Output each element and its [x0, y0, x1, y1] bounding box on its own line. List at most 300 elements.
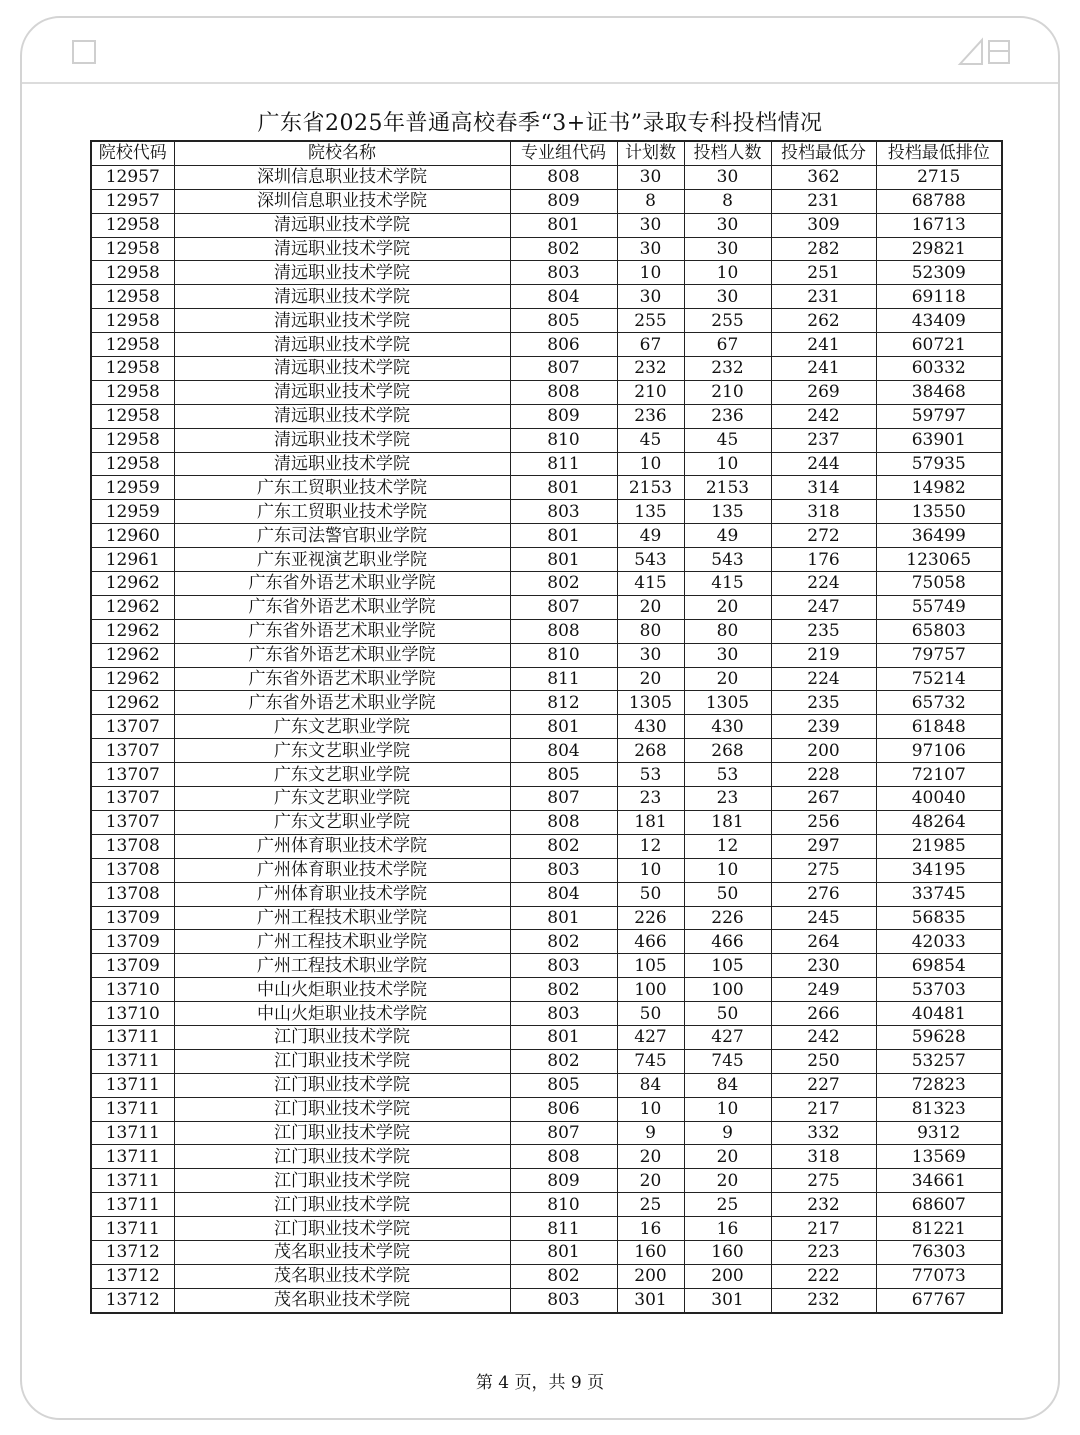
min-rank-cell: 33745 [876, 882, 1002, 906]
school-name-cell: 广东省外语艺术职业学院 [174, 643, 510, 667]
school-name-cell: 江门职业技术学院 [174, 1217, 510, 1241]
min-score-cell: 250 [771, 1049, 876, 1073]
plan-count-cell: 20 [617, 1169, 684, 1193]
plan-count-cell: 23 [617, 787, 684, 811]
min-score-cell: 241 [771, 333, 876, 357]
plan-count-cell: 105 [617, 954, 684, 978]
plan-count-cell: 2153 [617, 476, 684, 500]
min-rank-cell: 75214 [876, 667, 1002, 691]
group-code-cell: 810 [510, 428, 617, 452]
min-rank-cell: 65732 [876, 691, 1002, 715]
min-rank-cell: 72823 [876, 1073, 1002, 1097]
admitted-count-cell: 25 [684, 1193, 771, 1217]
page-number: 第 4 页，共 9 页 [475, 1373, 605, 1393]
min-score-cell: 223 [771, 1240, 876, 1264]
table-row [91, 834, 1002, 858]
admitted-count-cell: 181 [684, 810, 771, 834]
school-code-cell: 12958 [91, 452, 174, 476]
min-score-cell: 217 [771, 1217, 876, 1241]
school-name-cell: 江门职业技术学院 [174, 1025, 510, 1049]
admitted-count-cell: 49 [684, 524, 771, 548]
header-group-code: 专业组代码 [510, 141, 617, 165]
admitted-count-cell: 466 [684, 930, 771, 954]
group-code-cell: 811 [510, 452, 617, 476]
table-row [91, 1097, 1002, 1121]
min-rank-cell: 77073 [876, 1264, 1002, 1288]
min-score-cell: 275 [771, 1169, 876, 1193]
school-code-cell: 13712 [91, 1288, 174, 1312]
group-code-cell: 803 [510, 1288, 617, 1312]
plan-count-cell: 25 [617, 1193, 684, 1217]
admitted-count-cell: 23 [684, 787, 771, 811]
table-row [91, 978, 1002, 1002]
admitted-count-cell: 80 [684, 619, 771, 643]
group-code-cell: 810 [510, 643, 617, 667]
admitted-count-cell: 50 [684, 882, 771, 906]
admitted-count-cell: 200 [684, 1264, 771, 1288]
group-code-cell: 801 [510, 906, 617, 930]
min-rank-cell: 69854 [876, 954, 1002, 978]
group-code-cell: 801 [510, 476, 617, 500]
school-name-cell: 清远职业技术学院 [174, 380, 510, 404]
group-code-cell: 804 [510, 285, 617, 309]
school-code-cell: 12958 [91, 428, 174, 452]
group-code-cell: 802 [510, 237, 617, 261]
group-code-cell: 809 [510, 404, 617, 428]
school-name-cell: 广东省外语艺术职业学院 [174, 572, 510, 596]
school-code-cell: 12958 [91, 333, 174, 357]
min-score-cell: 309 [771, 213, 876, 237]
table-row [91, 763, 1002, 787]
min-rank-cell: 29821 [876, 237, 1002, 261]
header-plan-count: 计划数 [617, 141, 684, 165]
school-code-cell: 12958 [91, 213, 174, 237]
plan-count-cell: 415 [617, 572, 684, 596]
school-code-cell: 12958 [91, 309, 174, 333]
table-row [91, 476, 1002, 500]
school-code-cell: 13708 [91, 834, 174, 858]
table-row [91, 1145, 1002, 1169]
min-score-cell: 235 [771, 691, 876, 715]
school-code-cell: 13711 [91, 1049, 174, 1073]
group-code-cell: 801 [510, 213, 617, 237]
school-name-cell: 广州体育职业技术学院 [174, 882, 510, 906]
table-row [91, 261, 1002, 285]
school-code-cell: 13707 [91, 715, 174, 739]
min-rank-cell: 38468 [876, 380, 1002, 404]
plan-count-cell: 53 [617, 763, 684, 787]
table-row [91, 357, 1002, 381]
table-row [91, 882, 1002, 906]
group-code-cell: 803 [510, 500, 617, 524]
group-code-cell: 805 [510, 1073, 617, 1097]
school-code-cell: 12959 [91, 476, 174, 500]
viewer-toolbar [22, 18, 1058, 84]
min-rank-cell: 34195 [876, 858, 1002, 882]
group-code-cell: 812 [510, 691, 617, 715]
min-rank-cell: 53257 [876, 1049, 1002, 1073]
plan-count-cell: 20 [617, 1145, 684, 1169]
school-code-cell: 12960 [91, 524, 174, 548]
group-code-cell: 802 [510, 834, 617, 858]
plan-count-cell: 50 [617, 1002, 684, 1026]
school-name-cell: 广东文艺职业学院 [174, 763, 510, 787]
admitted-count-cell: 12 [684, 834, 771, 858]
school-code-cell: 12958 [91, 357, 174, 381]
admitted-count-cell: 10 [684, 452, 771, 476]
school-name-cell: 深圳信息职业技术学院 [174, 165, 510, 189]
school-code-cell: 12962 [91, 572, 174, 596]
school-code-cell: 13708 [91, 882, 174, 906]
group-code-cell: 802 [510, 930, 617, 954]
school-code-cell: 13708 [91, 858, 174, 882]
table-row [91, 380, 1002, 404]
table-row [91, 404, 1002, 428]
min-rank-cell: 63901 [876, 428, 1002, 452]
table-row [91, 1288, 1002, 1312]
plan-count-cell: 20 [617, 667, 684, 691]
admitted-count-cell: 53 [684, 763, 771, 787]
school-name-cell: 江门职业技术学院 [174, 1121, 510, 1145]
school-name-cell: 茂名职业技术学院 [174, 1240, 510, 1264]
school-name-cell: 广州工程技术职业学院 [174, 954, 510, 978]
school-code-cell: 12958 [91, 237, 174, 261]
school-code-cell: 13711 [91, 1217, 174, 1241]
min-rank-cell: 76303 [876, 1240, 1002, 1264]
school-name-cell: 江门职业技术学院 [174, 1097, 510, 1121]
min-rank-cell: 2715 [876, 165, 1002, 189]
plan-count-cell: 9 [617, 1121, 684, 1145]
min-score-cell: 362 [771, 165, 876, 189]
school-code-cell: 13709 [91, 954, 174, 978]
min-score-cell: 275 [771, 858, 876, 882]
plan-count-cell: 466 [617, 930, 684, 954]
school-name-cell: 江门职业技术学院 [174, 1145, 510, 1169]
plan-count-cell: 8 [617, 189, 684, 213]
min-rank-cell: 43409 [876, 309, 1002, 333]
min-rank-cell: 75058 [876, 572, 1002, 596]
group-code-cell: 803 [510, 261, 617, 285]
plan-count-cell: 427 [617, 1025, 684, 1049]
admitted-count-cell: 16 [684, 1217, 771, 1241]
plan-count-cell: 301 [617, 1288, 684, 1312]
header-school-name: 院校名称 [174, 141, 510, 165]
admitted-count-cell: 1305 [684, 691, 771, 715]
group-code-cell: 801 [510, 524, 617, 548]
admitted-count-cell: 2153 [684, 476, 771, 500]
school-name-cell: 广东省外语艺术职业学院 [174, 595, 510, 619]
table-body [91, 165, 1002, 1312]
plan-count-cell: 745 [617, 1049, 684, 1073]
group-code-cell: 802 [510, 1049, 617, 1073]
school-name-cell: 清远职业技术学院 [174, 285, 510, 309]
table-row [91, 1240, 1002, 1264]
table-row [91, 810, 1002, 834]
min-score-cell: 272 [771, 524, 876, 548]
table-row [91, 237, 1002, 261]
school-code-cell: 12958 [91, 261, 174, 285]
plan-count-cell: 10 [617, 452, 684, 476]
school-name-cell: 广东文艺职业学院 [174, 739, 510, 763]
min-rank-cell: 55749 [876, 595, 1002, 619]
table-row [91, 906, 1002, 930]
plan-count-cell: 255 [617, 309, 684, 333]
admitted-count-cell: 9 [684, 1121, 771, 1145]
admitted-count-cell: 160 [684, 1240, 771, 1264]
min-score-cell: 262 [771, 309, 876, 333]
min-rank-cell: 68788 [876, 189, 1002, 213]
min-rank-cell: 14982 [876, 476, 1002, 500]
table-row [91, 739, 1002, 763]
group-code-cell: 807 [510, 1121, 617, 1145]
min-score-cell: 297 [771, 834, 876, 858]
min-score-cell: 228 [771, 763, 876, 787]
group-code-cell: 807 [510, 357, 617, 381]
min-rank-cell: 13569 [876, 1145, 1002, 1169]
min-score-cell: 235 [771, 619, 876, 643]
min-score-cell: 231 [771, 189, 876, 213]
school-name-cell: 中山火炬职业技术学院 [174, 1002, 510, 1026]
admitted-count-cell: 30 [684, 213, 771, 237]
admitted-count-cell: 105 [684, 954, 771, 978]
school-name-cell: 广东文艺职业学院 [174, 787, 510, 811]
min-rank-cell: 42033 [876, 930, 1002, 954]
table-row [91, 1025, 1002, 1049]
table-row [91, 930, 1002, 954]
plan-count-cell: 181 [617, 810, 684, 834]
admitted-count-cell: 50 [684, 1002, 771, 1026]
school-code-cell: 13712 [91, 1240, 174, 1264]
min-score-cell: 200 [771, 739, 876, 763]
plan-count-cell: 1305 [617, 691, 684, 715]
school-name-cell: 江门职业技术学院 [174, 1049, 510, 1073]
school-code-cell: 13710 [91, 978, 174, 1002]
table-row [91, 858, 1002, 882]
group-code-cell: 811 [510, 667, 617, 691]
plan-count-cell: 30 [617, 237, 684, 261]
school-name-cell: 深圳信息职业技术学院 [174, 189, 510, 213]
admitted-count-cell: 10 [684, 261, 771, 285]
admitted-count-cell: 135 [684, 500, 771, 524]
group-code-cell: 809 [510, 1169, 617, 1193]
admitted-count-cell: 210 [684, 380, 771, 404]
table-row [91, 691, 1002, 715]
school-name-cell: 广州体育职业技术学院 [174, 858, 510, 882]
page-box-icon[interactable] [988, 40, 1010, 64]
table-row [91, 1121, 1002, 1145]
school-name-cell: 中山火炬职业技术学院 [174, 978, 510, 1002]
min-rank-cell: 52309 [876, 261, 1002, 285]
group-code-cell: 801 [510, 1025, 617, 1049]
plan-count-cell: 268 [617, 739, 684, 763]
table-row [91, 165, 1002, 189]
group-code-cell: 807 [510, 595, 617, 619]
min-score-cell: 242 [771, 404, 876, 428]
school-name-cell: 清远职业技术学院 [174, 261, 510, 285]
school-name-cell: 广东工贸职业技术学院 [174, 500, 510, 524]
plan-count-cell: 100 [617, 978, 684, 1002]
group-code-cell: 802 [510, 978, 617, 1002]
admitted-count-cell: 100 [684, 978, 771, 1002]
group-code-cell: 802 [510, 572, 617, 596]
plan-count-cell: 50 [617, 882, 684, 906]
school-code-cell: 12962 [91, 643, 174, 667]
school-code-cell: 13709 [91, 930, 174, 954]
min-score-cell: 232 [771, 1288, 876, 1312]
table-row [91, 189, 1002, 213]
group-code-cell: 807 [510, 787, 617, 811]
min-rank-cell: 61848 [876, 715, 1002, 739]
school-code-cell: 13711 [91, 1097, 174, 1121]
group-code-cell: 804 [510, 882, 617, 906]
min-rank-cell: 34661 [876, 1169, 1002, 1193]
school-name-cell: 清远职业技术学院 [174, 452, 510, 476]
min-score-cell: 318 [771, 1145, 876, 1169]
square-icon[interactable] [72, 40, 96, 64]
school-name-cell: 江门职业技术学院 [174, 1193, 510, 1217]
min-score-cell: 232 [771, 1193, 876, 1217]
school-name-cell: 清远职业技术学院 [174, 404, 510, 428]
school-code-cell: 13710 [91, 1002, 174, 1026]
school-name-cell: 江门职业技术学院 [174, 1073, 510, 1097]
admitted-count-cell: 268 [684, 739, 771, 763]
min-score-cell: 256 [771, 810, 876, 834]
plan-count-cell: 30 [617, 165, 684, 189]
table-row [91, 787, 1002, 811]
admitted-count-cell: 543 [684, 548, 771, 572]
school-name-cell: 广东文艺职业学院 [174, 715, 510, 739]
min-score-cell: 224 [771, 667, 876, 691]
table-row [91, 285, 1002, 309]
min-score-cell: 314 [771, 476, 876, 500]
min-rank-cell: 72107 [876, 763, 1002, 787]
min-rank-cell: 40040 [876, 787, 1002, 811]
school-code-cell: 13711 [91, 1169, 174, 1193]
group-code-cell: 806 [510, 333, 617, 357]
min-score-cell: 267 [771, 787, 876, 811]
min-score-cell: 224 [771, 572, 876, 596]
header-admitted-count: 投档人数 [684, 141, 771, 165]
school-name-cell: 茂名职业技术学院 [174, 1264, 510, 1288]
group-code-cell: 811 [510, 1217, 617, 1241]
school-code-cell: 13711 [91, 1145, 174, 1169]
school-name-cell: 清远职业技术学院 [174, 357, 510, 381]
school-code-cell: 12958 [91, 380, 174, 404]
table-row [91, 572, 1002, 596]
school-code-cell: 13711 [91, 1121, 174, 1145]
admitted-count-cell: 301 [684, 1288, 771, 1312]
plan-count-cell: 67 [617, 333, 684, 357]
admitted-count-cell: 20 [684, 595, 771, 619]
admitted-count-cell: 20 [684, 667, 771, 691]
min-rank-cell: 13550 [876, 500, 1002, 524]
plan-count-cell: 12 [617, 834, 684, 858]
table-row [91, 1049, 1002, 1073]
school-name-cell: 清远职业技术学院 [174, 213, 510, 237]
school-code-cell: 12962 [91, 595, 174, 619]
table-row [91, 619, 1002, 643]
min-score-cell: 276 [771, 882, 876, 906]
table-header-row [91, 141, 1002, 165]
min-score-cell: 269 [771, 380, 876, 404]
table-row [91, 1264, 1002, 1288]
school-code-cell: 13711 [91, 1193, 174, 1217]
min-score-cell: 251 [771, 261, 876, 285]
admitted-count-cell: 255 [684, 309, 771, 333]
min-score-cell: 230 [771, 954, 876, 978]
min-score-cell: 217 [771, 1097, 876, 1121]
plan-count-cell: 49 [617, 524, 684, 548]
plan-count-cell: 10 [617, 1097, 684, 1121]
min-rank-cell: 123065 [876, 548, 1002, 572]
min-score-cell: 264 [771, 930, 876, 954]
school-name-cell: 广东文艺职业学院 [174, 810, 510, 834]
min-rank-cell: 60721 [876, 333, 1002, 357]
group-code-cell: 801 [510, 715, 617, 739]
min-score-cell: 219 [771, 643, 876, 667]
min-score-cell: 242 [771, 1025, 876, 1049]
table-row [91, 500, 1002, 524]
school-code-cell: 13709 [91, 906, 174, 930]
group-code-cell: 804 [510, 739, 617, 763]
group-code-cell: 803 [510, 954, 617, 978]
plan-count-cell: 226 [617, 906, 684, 930]
plan-count-cell: 84 [617, 1073, 684, 1097]
admitted-count-cell: 45 [684, 428, 771, 452]
min-score-cell: 241 [771, 357, 876, 381]
plan-count-cell: 80 [617, 619, 684, 643]
school-code-cell: 12959 [91, 500, 174, 524]
group-code-cell: 803 [510, 858, 617, 882]
min-score-cell: 247 [771, 595, 876, 619]
min-rank-cell: 67767 [876, 1288, 1002, 1312]
admitted-count-cell: 427 [684, 1025, 771, 1049]
group-code-cell: 802 [510, 1264, 617, 1288]
table-row [91, 548, 1002, 572]
group-code-cell: 805 [510, 309, 617, 333]
school-name-cell: 广东工贸职业技术学院 [174, 476, 510, 500]
min-rank-cell: 69118 [876, 285, 1002, 309]
school-name-cell: 广东司法警官职业学院 [174, 524, 510, 548]
table-row [91, 428, 1002, 452]
min-rank-cell: 16713 [876, 213, 1002, 237]
school-code-cell: 12958 [91, 404, 174, 428]
plan-count-cell: 160 [617, 1240, 684, 1264]
admitted-count-cell: 30 [684, 165, 771, 189]
table-row [91, 643, 1002, 667]
school-code-cell: 13707 [91, 739, 174, 763]
min-rank-cell: 59797 [876, 404, 1002, 428]
table-row [91, 333, 1002, 357]
min-score-cell: 318 [771, 500, 876, 524]
min-rank-cell: 79757 [876, 643, 1002, 667]
plan-count-cell: 20 [617, 595, 684, 619]
table-row [91, 1169, 1002, 1193]
admitted-count-cell: 67 [684, 333, 771, 357]
plan-count-cell: 45 [617, 428, 684, 452]
min-rank-cell: 40481 [876, 1002, 1002, 1026]
document-title: 广东省2025年普通高校春季“3+证书”录取专科投档情况 [257, 111, 823, 136]
school-code-cell: 12962 [91, 691, 174, 715]
admitted-count-cell: 84 [684, 1073, 771, 1097]
school-name-cell: 茂名职业技术学院 [174, 1288, 510, 1312]
min-rank-cell: 36499 [876, 524, 1002, 548]
school-code-cell: 12958 [91, 285, 174, 309]
min-score-cell: 266 [771, 1002, 876, 1026]
page-flip-icon[interactable] [956, 36, 988, 66]
min-rank-cell: 68607 [876, 1193, 1002, 1217]
plan-count-cell: 135 [617, 500, 684, 524]
